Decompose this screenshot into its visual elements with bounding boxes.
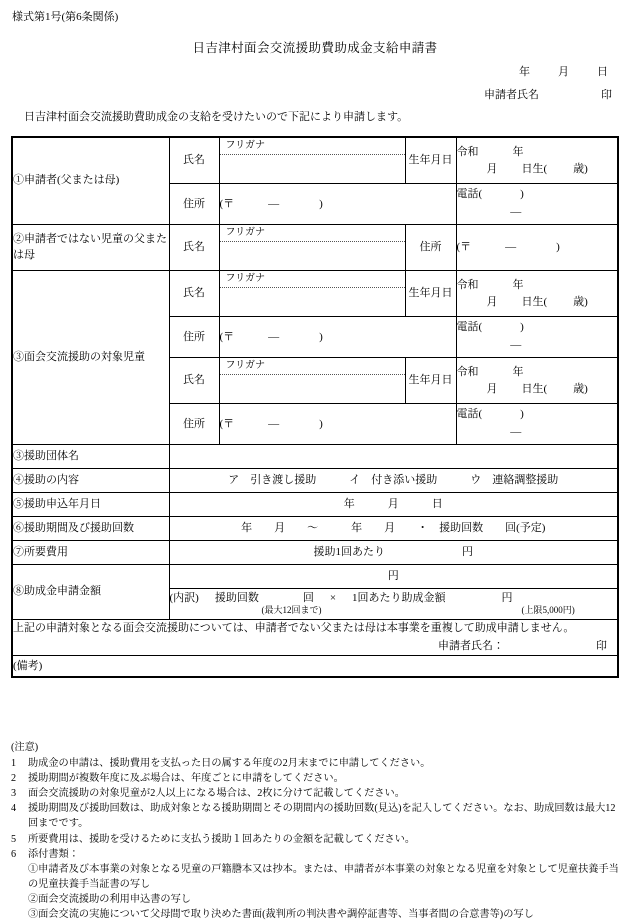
address-label: 住所 [405,225,456,271]
day-born-label: 日生( [521,162,548,175]
name-label: 氏名 [169,225,219,271]
year-label: 年 [512,279,524,291]
breakdown-count-label: 援助回数 [214,591,259,604]
name-label: 氏名 [169,271,219,317]
list-item [11,756,623,771]
subsidy-amount-value[interactable]: 円 [169,565,618,589]
attachment-item: ②面会交流援助の利用申込書の写し [28,893,191,905]
note-number: 1 [11,758,17,770]
subsidy-amount-label: ⑧助成金申請金額 [12,565,169,620]
note-text: 援助期間及び援助回数は、助成対象となる援助期間とその期間内の援助回数(見込)を記入してください。なお、助成回数は最大12回までです。 [28,803,616,830]
child1-address-field[interactable] [219,317,456,358]
application-date-label: ⑤援助申込年月日 [12,493,169,517]
furigana-label: フリガナ [220,225,405,242]
child2-name-field[interactable] [219,358,405,404]
pledge-signature-line[interactable] [13,638,617,656]
remarks-label: (備考) [13,659,43,672]
applicant-name-line [484,88,612,103]
required-cost-label: ⑦所要費用 [12,541,169,565]
breakdown-prefix: (内訳) [169,591,199,604]
form-number: 様式第1号(第6条関係) [12,11,119,23]
zip-mark-icon: 〒 [223,417,235,430]
note-number: 3 [11,788,17,800]
date-month-label: 月 [558,66,569,78]
support-org-label: ③援助団体名 [12,445,169,469]
day-born-label: 日生( [521,382,548,395]
attachment-item: ③面会交流の実施について父母間で取り決めた書面(裁判所の判決書や調停証書等、当事者間の合意書等)の写し [28,909,534,921]
era-label: 令和 [456,146,479,158]
note-text: 助成金の申請は、援助費用を支払った日の属する年度の2月末までに申請してください。 [28,758,431,770]
table-row [12,225,618,271]
application-date-value[interactable]: 年 月 日 [169,493,618,517]
applicant-name-label: 申請者氏名 [484,89,539,101]
other-parent-address-field[interactable] [456,225,618,271]
support-period-label: ⑥援助期間及び援助回数 [12,517,169,541]
note-number: 2 [11,773,17,785]
child2-tel-field[interactable] [456,404,618,445]
name-input-area[interactable] [220,288,405,316]
note-max-times: (最大12回まで) [261,605,322,616]
furigana-label: フリガナ [220,271,405,288]
note-max-amount: (上限5,000円) [521,605,575,616]
zip-mark-icon: 〒 [223,197,235,210]
month-label: 月 [486,382,498,395]
child1-birth-field[interactable] [456,271,618,317]
breakdown-times: × [329,591,337,604]
paren-close: ) [556,241,560,254]
note-text: 所要費用は、援助を受けるために支払う援助１回あたりの金額を記載してください。 [28,833,416,845]
pledge-name-label: 申請者氏名： [438,639,504,652]
tel-close: ) [520,321,524,334]
zip-dash: ― [505,241,517,254]
tel-label: 電話( [456,188,483,201]
table-row [12,541,618,565]
support-content-options[interactable]: ア 引き渡し援助 イ 付き添い援助 ウ 連絡調整援助 [169,469,618,493]
list-item [11,832,623,847]
age-close-label: 歳) [573,295,588,308]
date-line [519,65,608,80]
other-parent-name-field[interactable] [219,225,405,271]
tel-dash: ― [510,426,522,438]
paren-open: ( [219,330,224,343]
list-item [11,771,623,786]
table-row [12,565,618,589]
note-number: 4 [11,803,17,815]
zip-dash: ― [268,197,280,210]
zip-dash: ― [268,417,280,430]
note-text: 添付書類： [28,848,79,860]
breakdown-per-unit: 円 [501,591,513,604]
birth-label: 生年月日 [405,358,456,404]
tel-close: ) [520,408,524,421]
age-close-label: 歳) [573,382,588,395]
note-number: 5 [11,833,17,845]
furigana-label: フリガナ [220,358,405,375]
intro-text: 日吉津村面会交流援助費助成金の支給を受けたいので下記により申請します。 [24,111,409,123]
support-period-value[interactable]: 年 月 ～ 年 月 ・ 援助回数 回(予定) [169,517,618,541]
applicant-name-field[interactable] [219,137,405,184]
paren-open: ( [456,241,461,254]
support-org-value[interactable] [169,445,618,469]
table-row [12,620,618,656]
address-label: 住所 [169,184,219,225]
child1-name-field[interactable] [219,271,405,317]
section1-label: ①申請者(父または母) [12,137,169,225]
year-label: 年 [512,146,524,158]
name-input-area[interactable] [220,242,405,270]
tel-dash: ― [510,206,522,218]
child2-address-field[interactable] [219,404,456,445]
note-text: 面会交流援助の対象児童が2人以上になる場合は、2枚に分けて記載してください。 [28,788,405,800]
paren-open: ( [219,417,224,430]
address-label: 住所 [169,317,219,358]
tel-label: 電話( [456,321,483,334]
tel-label: 電話( [456,408,483,421]
date-day-label: 日 [597,66,608,78]
table-row [12,271,618,317]
year-label: 年 [512,366,524,378]
child2-birth-field[interactable] [456,358,618,404]
support-content-label: ④援助の内容 [12,469,169,493]
paren-close: ) [319,197,323,210]
remarks-field[interactable] [12,656,618,678]
paren-open: ( [219,197,224,210]
zip-dash: ― [268,330,280,343]
zip-mark-icon: 〒 [223,330,235,343]
seal-label: 印 [601,89,612,101]
section2-label: ②申請者ではない児童の父または母 [12,225,169,271]
required-cost-value[interactable]: 援助1回あたり 円 [169,541,618,565]
era-label: 令和 [456,366,479,378]
name-label: 氏名 [169,137,219,184]
day-born-label: 日生( [521,295,548,308]
note-text: 援助期間が複数年度に及ぶ場合は、年度ごとに申請をしてください。 [28,773,344,785]
page-title: 日吉津村面会交流援助費助成金支給申請書 [192,41,438,55]
applicant-address-field[interactable] [219,184,456,225]
month-label: 月 [486,295,498,308]
table-row [12,469,618,493]
paren-close: ) [319,330,323,343]
list-item [11,801,623,831]
applicant-birth-field[interactable] [456,137,618,184]
notes-section [11,740,623,922]
name-label: 氏名 [169,358,219,404]
name-input-area[interactable] [220,375,405,403]
attachment-item: ①申請者及び本事業の対象となる児童の戸籍謄本又は抄本。または、申請者が本事業の対象となる児童を対象として児童扶養手当の児童扶養手当証書の写し [28,863,619,890]
age-close-label: 歳) [573,162,588,175]
era-label: 令和 [456,279,479,291]
notes-title: (注意) [11,742,39,753]
child1-tel-field[interactable] [456,317,618,358]
birth-label: 生年月日 [405,271,456,317]
applicant-tel-field[interactable] [456,184,618,225]
birth-label: 生年月日 [405,137,456,184]
breakdown-per-label: 1回あたり助成金額 [352,591,446,604]
list-item [11,847,623,862]
tel-dash: ― [510,339,522,351]
tel-close: ) [520,188,524,201]
table-row [12,656,618,678]
address-label: 住所 [169,404,219,445]
pledge-seal: 印 [596,639,607,652]
paren-close: ) [319,417,323,430]
name-input-area[interactable] [220,155,405,183]
pledge-text: 上記の申請対象となる面会交流援助については、申請者でない父または母は本事業を重複して助成申請しません。 [13,622,575,634]
table-row [12,137,618,184]
table-row [12,493,618,517]
note-number: 6 [11,848,17,860]
application-table [11,136,619,678]
zip-mark-icon: 〒 [460,241,472,254]
table-row [12,445,618,469]
section3-label: ③面会交流援助の対象児童 [12,271,169,445]
table-row [12,517,618,541]
subsidy-breakdown[interactable] [169,589,618,620]
application-table-wrapper [11,136,619,678]
breakdown-count-unit: 回 [302,591,314,604]
furigana-label: フリガナ [220,138,405,155]
list-item [11,786,623,801]
pledge-section [12,620,618,656]
date-year-label: 年 [519,66,530,78]
month-label: 月 [486,162,498,175]
